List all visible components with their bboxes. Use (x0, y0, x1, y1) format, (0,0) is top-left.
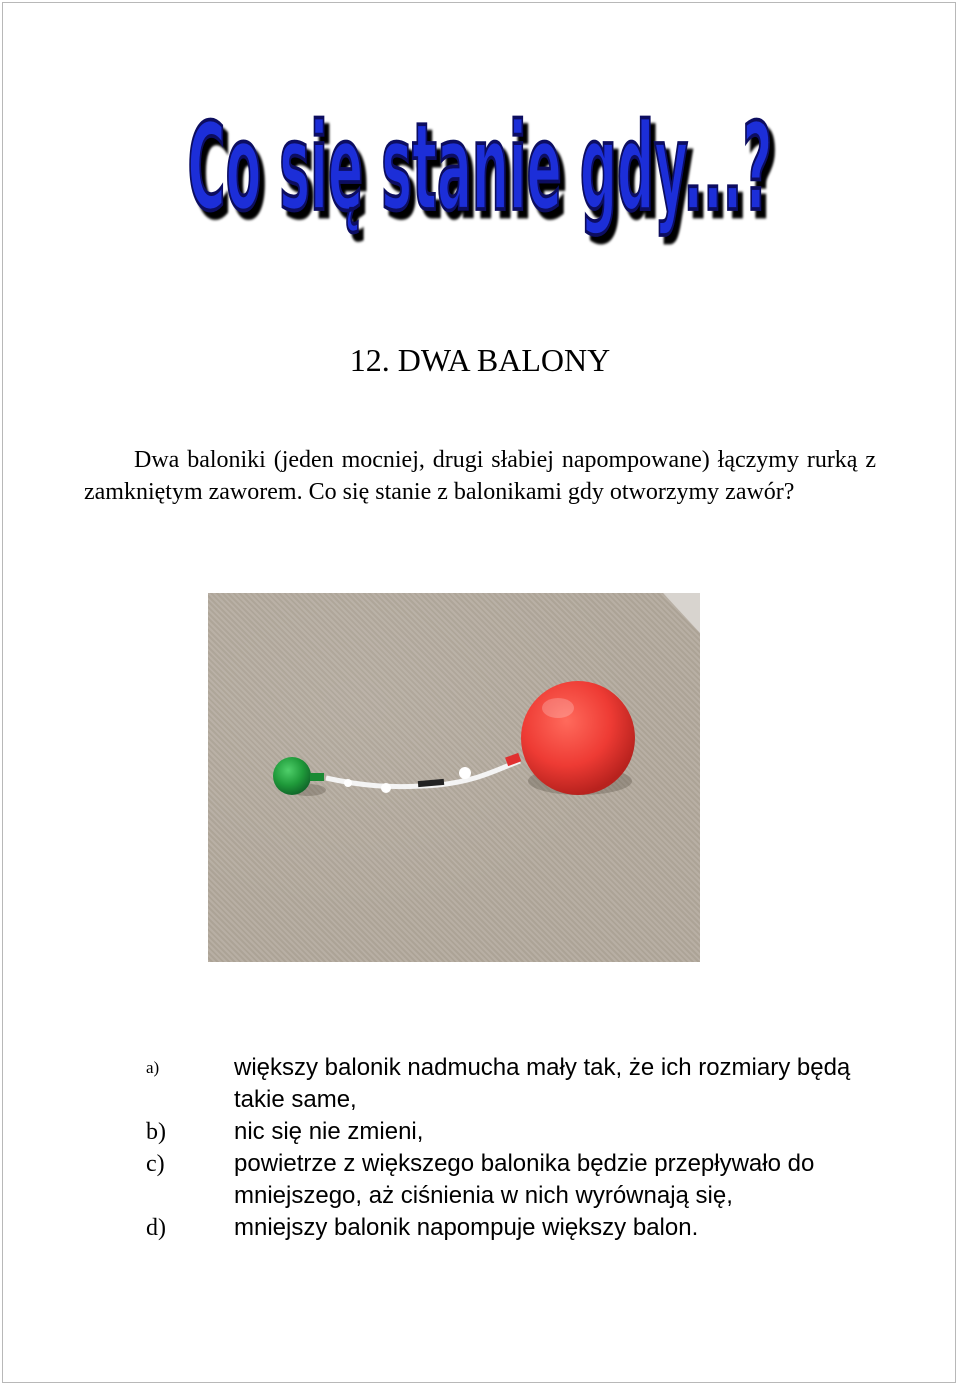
wall-corner (663, 593, 700, 633)
answer-a[interactable] (146, 1052, 866, 1116)
photo-scene (208, 593, 700, 962)
intro-paragraph: Dwa baloniki (jeden mocniej, drugi słabiej napompowane) łączymy rurką z zamkniętym zaworem. Co się stanie z balonikami gdy otworzymy zawór? (84, 447, 876, 505)
wordart-text: Co się stanie gdy...? (187, 97, 773, 238)
answer-letter: b) (146, 1119, 166, 1145)
answer-b[interactable] (146, 1116, 866, 1148)
wordart-title (170, 78, 790, 248)
answer-c[interactable] (146, 1148, 866, 1212)
answer-text: powietrze z większego balonika będzie przepływało do mniejszego, aż ciśnienia w nich wyrównają się, (234, 1150, 815, 1209)
answer-d[interactable] (146, 1212, 866, 1244)
answer-letter: a) (146, 1058, 160, 1077)
small-balloon (273, 757, 311, 795)
answer-list (146, 1052, 866, 1244)
answer-letter: d) (146, 1215, 166, 1241)
answer-text: nic się nie zmieni, (234, 1118, 424, 1145)
answer-letter: c) (146, 1151, 165, 1177)
large-balloon (521, 681, 635, 795)
answer-text: większy balonik nadmucha mały tak, że ich rozmiary będą takie same, (234, 1054, 851, 1113)
balloons-photo (208, 593, 700, 962)
page-title: 12. DWA BALONY (349, 342, 611, 378)
answer-text: mniejszy balonik napompuje większy balon. (234, 1214, 699, 1241)
